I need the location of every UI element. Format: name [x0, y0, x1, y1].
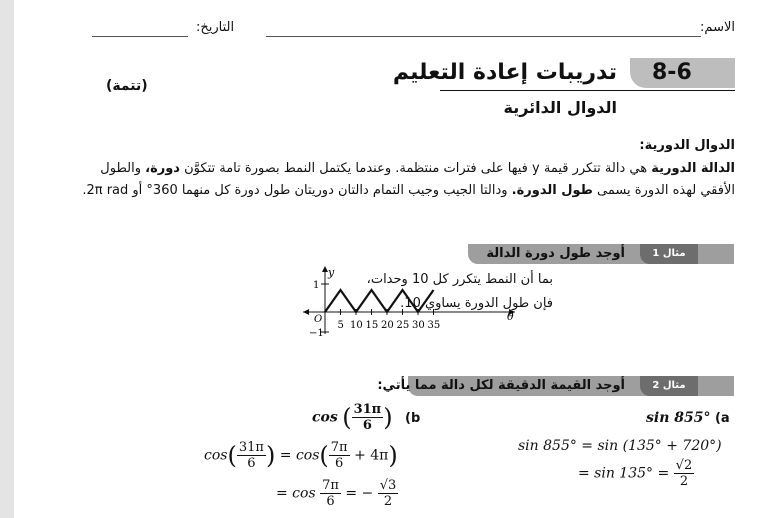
origin-label: O: [314, 314, 323, 325]
part-a-step1: sin 855° = sin (135° + 720°): [518, 438, 722, 454]
part-b-close-paren: ): [383, 403, 393, 432]
page-title: تدريبات إعادة التعليم: [392, 60, 617, 85]
example1-line2: فإن طول الدورة يساوي 10.: [400, 296, 553, 311]
part-b-step1-lhs-den: 6: [247, 456, 256, 471]
page-margin-bar: [0, 0, 14, 518]
example1-graph: [295, 262, 525, 342]
part-b-step1-lhs-fraction: [237, 440, 266, 471]
paragraph-part-3: ودالتا الجيب وجيب التمام دالتان دوريتان طول دورة كل منهما 360° أو 2π rad.: [82, 183, 508, 198]
part-b-step1-rhs-num: 7π: [330, 440, 348, 455]
part-a-result-num: √2: [675, 458, 693, 473]
page-subtitle: الدوال الدائرية: [503, 98, 617, 117]
example1-badge: مثال 1: [640, 244, 698, 264]
term-cycle: دورة،: [145, 161, 180, 176]
part-b-den: 6: [362, 418, 372, 433]
part-b-step1-rhs-fn: = cos: [279, 447, 320, 464]
y-tick-label-minus1: −1: [309, 328, 324, 339]
x-axis-arrow-left: [303, 309, 309, 315]
part-a-step2: [578, 458, 694, 489]
x-axis-label: θ: [507, 310, 514, 323]
part-b-fn: cos: [312, 409, 338, 426]
part-b-step1-rhs-close-paren: ): [388, 441, 398, 470]
part-b-step1-fn: cos: [204, 447, 228, 464]
term-period: طول الدورة.: [511, 183, 593, 198]
lesson-number: 8-6: [652, 60, 692, 85]
x-tick-label-35: 35: [427, 320, 441, 331]
example1-title: أوجد طول دورة الدالة: [486, 246, 625, 261]
part-b-step2-fraction: [320, 478, 341, 509]
part-b-expression: [312, 402, 420, 433]
part-b-step1-close-paren: ): [265, 441, 276, 470]
part-a-expression: [646, 410, 730, 426]
x-tick-label-20: 20: [381, 320, 394, 331]
periodic-function-curve: [325, 290, 434, 312]
x-tick-label-10: 10: [350, 320, 363, 331]
part-b-result-num: √3: [379, 478, 397, 493]
paragraph-part-2: والطول الأفقي لهذه الدورة يسمى: [100, 161, 735, 198]
part-a-result-den: 2: [679, 474, 689, 489]
part-b-fraction: [352, 402, 384, 433]
part-b-step2: [276, 478, 398, 509]
part-b-open-paren: (: [342, 403, 352, 432]
paragraph-part-1: هي دالة تتكرر قيمة y فيها على فترات منتظمة. وعندما يكتمل النمط بصورة تامة تتكوَّن: [184, 161, 648, 176]
date-label: التاريخ:: [196, 20, 235, 35]
x-tick-label-25: 25: [396, 320, 410, 331]
x-tick-label-30: 30: [412, 320, 425, 331]
part-b-step2-den: 6: [326, 494, 335, 509]
part-b-step2-eq: = −: [345, 485, 374, 502]
example1-line1: بما أن النمط يتكرر كل 10 وحدات،: [366, 272, 553, 287]
term-periodic-function: الدالة الدورية: [651, 161, 735, 176]
continuation-label: (تتمة): [106, 78, 148, 94]
title-rule: [440, 90, 735, 91]
part-b-result-den: 2: [383, 494, 393, 509]
part-b-step2-left: = cos: [276, 485, 316, 502]
part-b-step1-open-paren: (: [227, 441, 237, 470]
part-b-result-fraction: [378, 478, 399, 509]
part-b-step1-rhs-open-paren: (: [319, 441, 329, 470]
part-b-step1: [204, 440, 398, 471]
part-b-step1-lhs-num: 31π: [238, 440, 264, 455]
part-a-step2-left: = sin 135° =: [578, 465, 670, 482]
part-a-result-fraction: [674, 458, 695, 489]
name-line: [266, 36, 701, 37]
part-b-step1-rhs-den: 6: [335, 456, 344, 471]
part-b-step1-rhs-fraction: [329, 440, 350, 471]
date-line: [92, 36, 188, 37]
part-b-label: (b: [405, 410, 421, 426]
part-b-step2-num: 7π: [322, 478, 339, 493]
x-tick-label-15: 15: [365, 320, 379, 331]
y-tick-label-1: 1: [313, 280, 320, 291]
part-b-num: 31π: [353, 402, 382, 417]
y-axis-label: y: [328, 266, 335, 279]
example2-title: أوجد القيمة الدقيقة لكل دالة مما يأتي:: [377, 378, 625, 393]
part-b-step1-plus: + 4π: [354, 447, 389, 464]
section-paragraph: [80, 158, 735, 202]
name-label: الاسم:: [700, 20, 735, 35]
section-heading: الدوال الدورية:: [639, 138, 735, 153]
part-a-label: (a: [714, 411, 730, 426]
x-tick-label-5: 5: [337, 320, 344, 331]
example2-badge: مثال 2: [640, 376, 698, 396]
part-a-expr: sin 855°: [646, 410, 711, 426]
